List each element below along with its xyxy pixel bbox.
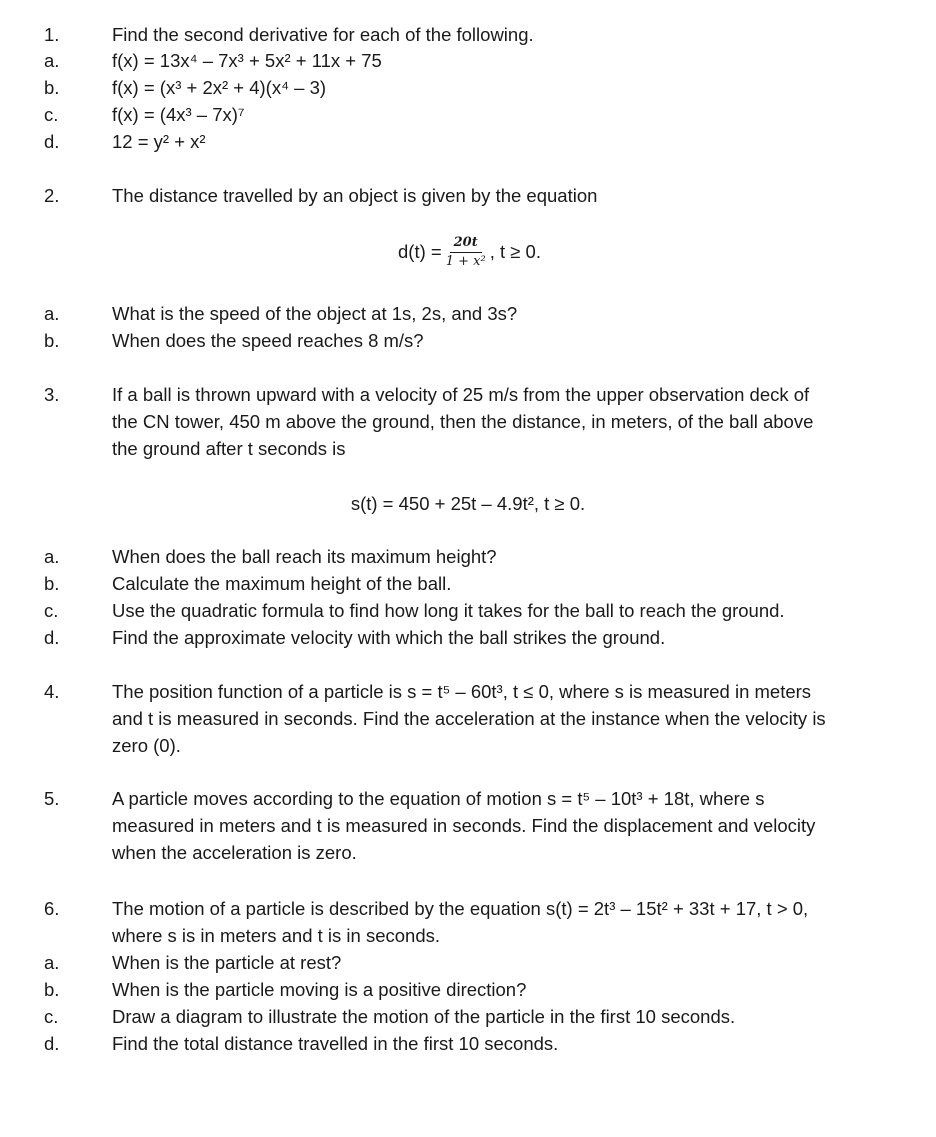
question-4-prompt-line-2: and t is measured in seconds. Find the acceleration at the instance when the velocity is	[112, 708, 826, 729]
q1-part-d-letter: d.	[44, 131, 60, 152]
distance-formula-lhs: d(t) =	[398, 241, 442, 262]
q6-part-d-letter: d.	[44, 1033, 60, 1054]
q3-part-a-letter: a.	[44, 546, 60, 567]
q3-part-a-text: When does the ball reach its maximum height?	[112, 546, 497, 567]
q2-part-b-letter: b.	[44, 330, 60, 351]
question-4-number: 4.	[44, 681, 60, 702]
q1-part-b-letter: b.	[44, 77, 60, 98]
question-4-prompt-line-1: The position function of a particle is s = t⁵ – 60t³, t ≤ 0, where s is measured in meters	[112, 681, 812, 702]
q1-part-b-text: f(x) = (x³ + 2x² + 4)(x⁴ – 3)	[112, 77, 327, 98]
question-1-number: 1.	[44, 24, 60, 45]
question-6-number: 6.	[44, 898, 60, 919]
question-3-number: 3.	[44, 384, 60, 405]
q1-part-c-letter: c.	[44, 104, 59, 125]
distance-formula-denominator: 1 + x²	[445, 253, 486, 269]
question-3-prompt-line-1: If a ball is thrown upward with a velocity of 25 m/s from the upper observation deck of	[112, 384, 810, 405]
q6-part-c-letter: c.	[44, 1006, 59, 1027]
q3-part-d-text: Find the approximate velocity with which the ball strikes the ground.	[112, 627, 666, 648]
q6-part-c-text: Draw a diagram to illustrate the motion of the particle in the first 10 seconds.	[112, 1006, 736, 1027]
q3-part-b-letter: b.	[44, 573, 60, 594]
question-3-prompt-line-2: the CN tower, 450 m above the ground, then the distance, in meters, of the ball above	[112, 411, 814, 432]
question-6-prompt-line-1: The motion of a particle is described by the equation s(t) = 2t³ – 15t² + 33t + 17, t > 0,	[112, 898, 809, 919]
question-6-prompt-line-2: where s is in meters and t is in seconds.	[112, 925, 441, 946]
question-1-prompt: Find the second derivative for each of the following.	[112, 24, 534, 45]
q6-part-a-letter: a.	[44, 952, 60, 973]
q3-part-c-letter: c.	[44, 600, 59, 621]
question-4-prompt-line-3: zero (0).	[112, 735, 181, 756]
distance-formula-numerator: 20t	[450, 236, 482, 253]
q6-part-b-letter: b.	[44, 979, 60, 1000]
distance-formula-tail: , t ≥ 0.	[489, 241, 541, 262]
q2-part-a-text: What is the speed of the object at 1s, 2s, and 3s?	[112, 303, 518, 324]
q2-part-a-letter: a.	[44, 303, 60, 324]
question-3-prompt-line-3: the ground after t seconds is	[112, 438, 346, 459]
q1-part-a-letter: a.	[44, 50, 60, 71]
question-5-number: 5.	[44, 788, 60, 809]
question-5-prompt-line-2: measured in meters and t is measured in seconds. Find the displacement and velocity	[112, 815, 816, 836]
question-5-prompt-line-1: A particle moves according to the equation of motion s = t⁵ – 10t³ + 18t, where s	[112, 788, 765, 809]
distance-formula-fraction	[446, 236, 486, 269]
q2-part-b-text: When does the speed reaches 8 m/s?	[112, 330, 424, 351]
height-formula: s(t) = 450 + 25t – 4.9t², t ≥ 0.	[350, 493, 586, 514]
question-5-prompt-line-3: when the acceleration is zero.	[112, 842, 357, 863]
q1-part-d-text: 12 = y² + x²	[112, 131, 206, 152]
q3-part-c-text: Use the quadratic formula to find how long it takes for the ball to reach the ground.	[112, 600, 785, 621]
q1-part-c-text: f(x) = (4x³ – 7x)⁷	[112, 104, 245, 125]
q3-part-b-text: Calculate the maximum height of the ball.	[112, 573, 452, 594]
q6-part-b-text: When is the particle moving is a positive direction?	[112, 979, 527, 1000]
q6-part-d-text: Find the total distance travelled in the first 10 seconds.	[112, 1033, 559, 1054]
q3-part-d-letter: d.	[44, 627, 60, 648]
q1-part-a-text: f(x) = 13x⁴ – 7x³ + 5x² + 11x + 75	[112, 50, 382, 71]
question-2-prompt: The distance travelled by an object is given by the equation	[112, 185, 598, 206]
q6-part-a-text: When is the particle at rest?	[112, 952, 342, 973]
question-2-number: 2.	[44, 185, 60, 206]
distance-formula	[398, 232, 541, 272]
